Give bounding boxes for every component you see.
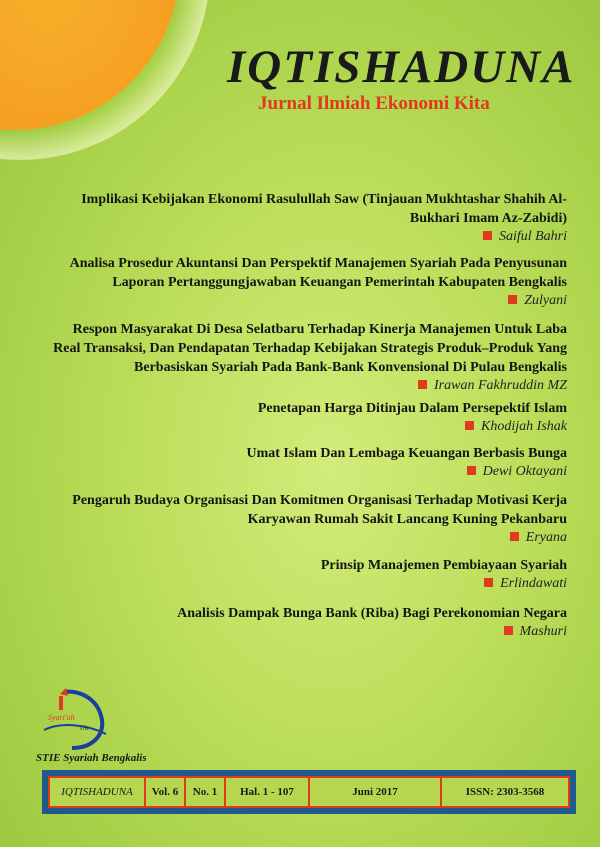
publisher-logo bbox=[36, 686, 126, 752]
article-item bbox=[47, 190, 567, 246]
logo-bar-icon bbox=[59, 696, 63, 710]
article-author-name: Khodijah Ishak bbox=[481, 419, 567, 434]
article-title bbox=[47, 491, 567, 529]
journal-title: IQTISHADUNA bbox=[227, 41, 576, 93]
article-item bbox=[47, 320, 567, 395]
issue-info-bar bbox=[42, 770, 576, 814]
article-title-line: Respon Masyarakat Di Desa Selatbaru Terhadap Kinerja Manajemen Untuk Laba bbox=[72, 322, 567, 337]
journal-subtitle: Jurnal Ilmiah Ekonomi Kita bbox=[258, 93, 490, 114]
article-author bbox=[47, 377, 567, 395]
article-item bbox=[47, 254, 567, 310]
article-author bbox=[47, 292, 567, 310]
info-journal: IQTISHADUNA bbox=[50, 778, 146, 806]
logo-flame-icon bbox=[60, 688, 68, 696]
article-title-line: Prinsip Manajemen Pembiayaan Syariah bbox=[320, 558, 567, 573]
article-author-name: Irawan Fakhruddin MZ bbox=[434, 378, 567, 393]
article-title-line: Berbasiskan Syariah Pada Bank-Bank Konvensional Di Pulau Bengkalis bbox=[134, 360, 567, 375]
article-item bbox=[47, 556, 567, 593]
bullet-square-icon bbox=[508, 295, 517, 304]
article-author bbox=[47, 228, 567, 246]
article-author bbox=[47, 575, 567, 593]
bullet-square-icon bbox=[484, 578, 493, 587]
logo-text: Syari'ah bbox=[48, 713, 75, 722]
article-title bbox=[47, 556, 567, 575]
article-title bbox=[47, 444, 567, 463]
article-title-line: Implikasi Kebijakan Ekonomi Rasulullah Saw (Tinjauan Mukhtashar Shahih Al- bbox=[81, 192, 567, 207]
article-author bbox=[47, 623, 567, 641]
article-title-line: Laporan Pertanggungjawaban Keuangan Pemerintah Kabupaten Bengkalis bbox=[112, 275, 567, 290]
article-title bbox=[47, 320, 567, 377]
article-title-line: Bukhari Imam Az-Zabidi) bbox=[409, 211, 567, 226]
bullet-square-icon bbox=[467, 466, 476, 475]
article-title-line: Real Transaksi, Dan Pendapatan Terhadap Kebijakan Strategis Produk–Produk Yang bbox=[53, 341, 567, 356]
article-author bbox=[47, 463, 567, 481]
info-issn: ISSN: 2303-3568 bbox=[465, 786, 545, 798]
article-item bbox=[47, 399, 567, 436]
article-title-line: Pengaruh Budaya Organisasi Dan Komitmen Organisasi Terhadap Motivasi Kerja bbox=[72, 493, 567, 508]
article-item bbox=[47, 604, 567, 641]
article-title bbox=[47, 190, 567, 228]
article-title bbox=[47, 399, 567, 418]
bullet-square-icon bbox=[510, 532, 519, 541]
bullet-square-icon bbox=[465, 421, 474, 430]
article-author bbox=[47, 418, 567, 436]
article-author-name: Dewi Oktayani bbox=[482, 464, 567, 479]
logo-arc-icon bbox=[44, 725, 106, 734]
article-author-name: Mashuri bbox=[519, 624, 567, 639]
article-item bbox=[47, 491, 567, 547]
article-title-line: Penetapan Harga Ditinjau Dalam Persepektif Islam bbox=[257, 401, 567, 416]
article-title-line: Analisis Dampak Bunga Bank (Riba) Bagi Perekonomian Negara bbox=[177, 606, 567, 621]
info-date: Juni 2017 bbox=[310, 778, 442, 806]
article-author-name: Erlindawati bbox=[500, 576, 567, 591]
bullet-square-icon bbox=[504, 626, 513, 635]
article-author-name: Zulyani bbox=[524, 293, 567, 308]
publisher-name: STIE Syariah Bengkalis bbox=[36, 752, 147, 764]
issue-info-inner bbox=[48, 776, 570, 808]
article-author bbox=[47, 529, 567, 547]
article-item bbox=[47, 444, 567, 481]
article-author-name: Eryana bbox=[525, 530, 567, 545]
article-title-line: Umat Islam Dan Lembaga Keuangan Berbasis Bunga bbox=[246, 446, 567, 461]
logo-small-text: STIE bbox=[80, 726, 89, 731]
article-author-name: Saiful Bahri bbox=[498, 229, 567, 244]
info-pages: Hal. 1 - 107 bbox=[226, 778, 310, 806]
bullet-square-icon bbox=[418, 380, 427, 389]
article-title-line: Analisa Prosedur Akuntansi Dan Perspektif Manajemen Syariah Pada Penyusunan bbox=[69, 256, 567, 271]
article-title bbox=[47, 604, 567, 623]
info-number: No. 1 bbox=[186, 778, 226, 806]
article-title-line: Karyawan Rumah Sakit Lancang Kuning Pekanbaru bbox=[247, 512, 567, 527]
info-volume: Vol. 6 bbox=[146, 778, 186, 806]
bullet-square-icon bbox=[483, 231, 492, 240]
article-title bbox=[47, 254, 567, 292]
